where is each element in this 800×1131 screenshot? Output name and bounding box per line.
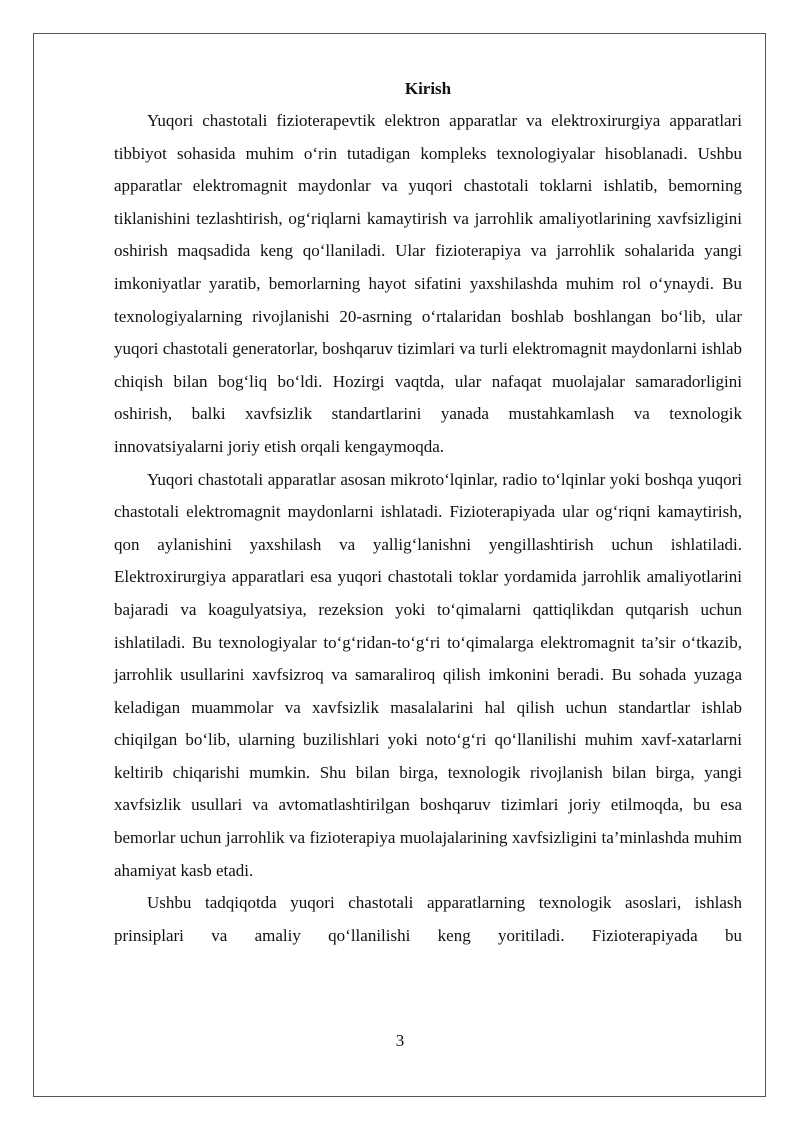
page-number: 3 [395,1031,405,1050]
paragraph-1: Yuqori chastotali fizioterapevtik elektron apparatlar va elektroxirurgiya apparatlari tibbiyot sohasida muhim o‘rin tutadigan kompleks texnologiyalar hisoblanadi. Ushbu apparatlar elektromagnit maydonlar va yuqori chastotali toklarni ishlatib, bemorning tiklanishini tezlashtirish, og‘riqlarni kamaytirish va jarrohlik amaliyotlarining xavfsizligini oshirish maqsadida keng qo‘llaniladi. Ular fizioterapiya va jarrohlik sohalarida yangi imkoniyatlar yaratib, bemorlarning hayot sifatini yaxshilashda muhim rol o‘ynaydi. Bu texnologiyalarning rivojlanishi 20-asrning o‘rtalaridan boshlab boshlangan bo‘lib, ular yuqori chastotali generatorlar, boshqaruv tizimlari va turli elektromagnit maydonlarni ishlab chiqish bilan bog‘liq bo‘ldi. Hozirgi vaqtda, ular nafaqat muolajalar samaradorligini oshirish, balki xavfsizlik standartlarini yanada mustahkamlash va texnologik innovatsiyalarni joriy etish orqali kengaymoqda. [114,111,742,456]
section-title: Kirish [404,79,452,98]
paragraph-2: Yuqori chastotali apparatlar asosan mikroto‘lqinlar, radio to‘lqinlar yoki boshqa yuqori chastotali elektromagnit maydonlarni ishlatadi. Fizioterapiyada ular og‘riqni kamaytirish, qon aylanishini yaxshilash va yallig‘lanishni yengillashtirish uchun ishlatiladi. Elektroxirurgiya apparatlari esa yuqori chastotali toklar yordamida jarrohlik amaliyotlarini bajaradi va koagulyatsiya, rezeksion yoki to‘qimalarni qattiqlikdan qutqarish uchun ishlatiladi. Bu texnologiyalar to‘g‘ridan-to‘g‘ri to‘qimalarga elektromagnit ta’sir o‘tkazib, jarrohlik usullarini xavfsizroq va samaraliroq qilish imkonini beradi. Bu sohada yuzaga keladigan muammolar va xavfsizlik masalalarini hal qilish uchun standartlar ishlab chiqilgan bo‘lib, ularning buzilishlari yoki noto‘g‘ri qo‘llanilishi muhim xavf-xatarlarni keltirib chiqarishi mumkin. Shu bilan birga, texnologik rivojlanish bilan birga, yangi xavfsizlik usullari va avtomatlashtirilgan boshqaruv tizimlari joriy etilmoqda, bu esa bemorlar uchun jarrohlik va fizioterapiya muolajalarining xavfsizligini ta’minlashda muhim ahamiyat kasb etadi. [114,469,742,880]
document-body [114,72,742,952]
paragraph-3: Ushbu tadqiqotda yuqori chastotali apparatlarning texnologik asoslari, ishlash prinsiplari va amaliy qo‘llanilishi keng yoritiladi. Fizioterapiyada bu [114,893,742,945]
